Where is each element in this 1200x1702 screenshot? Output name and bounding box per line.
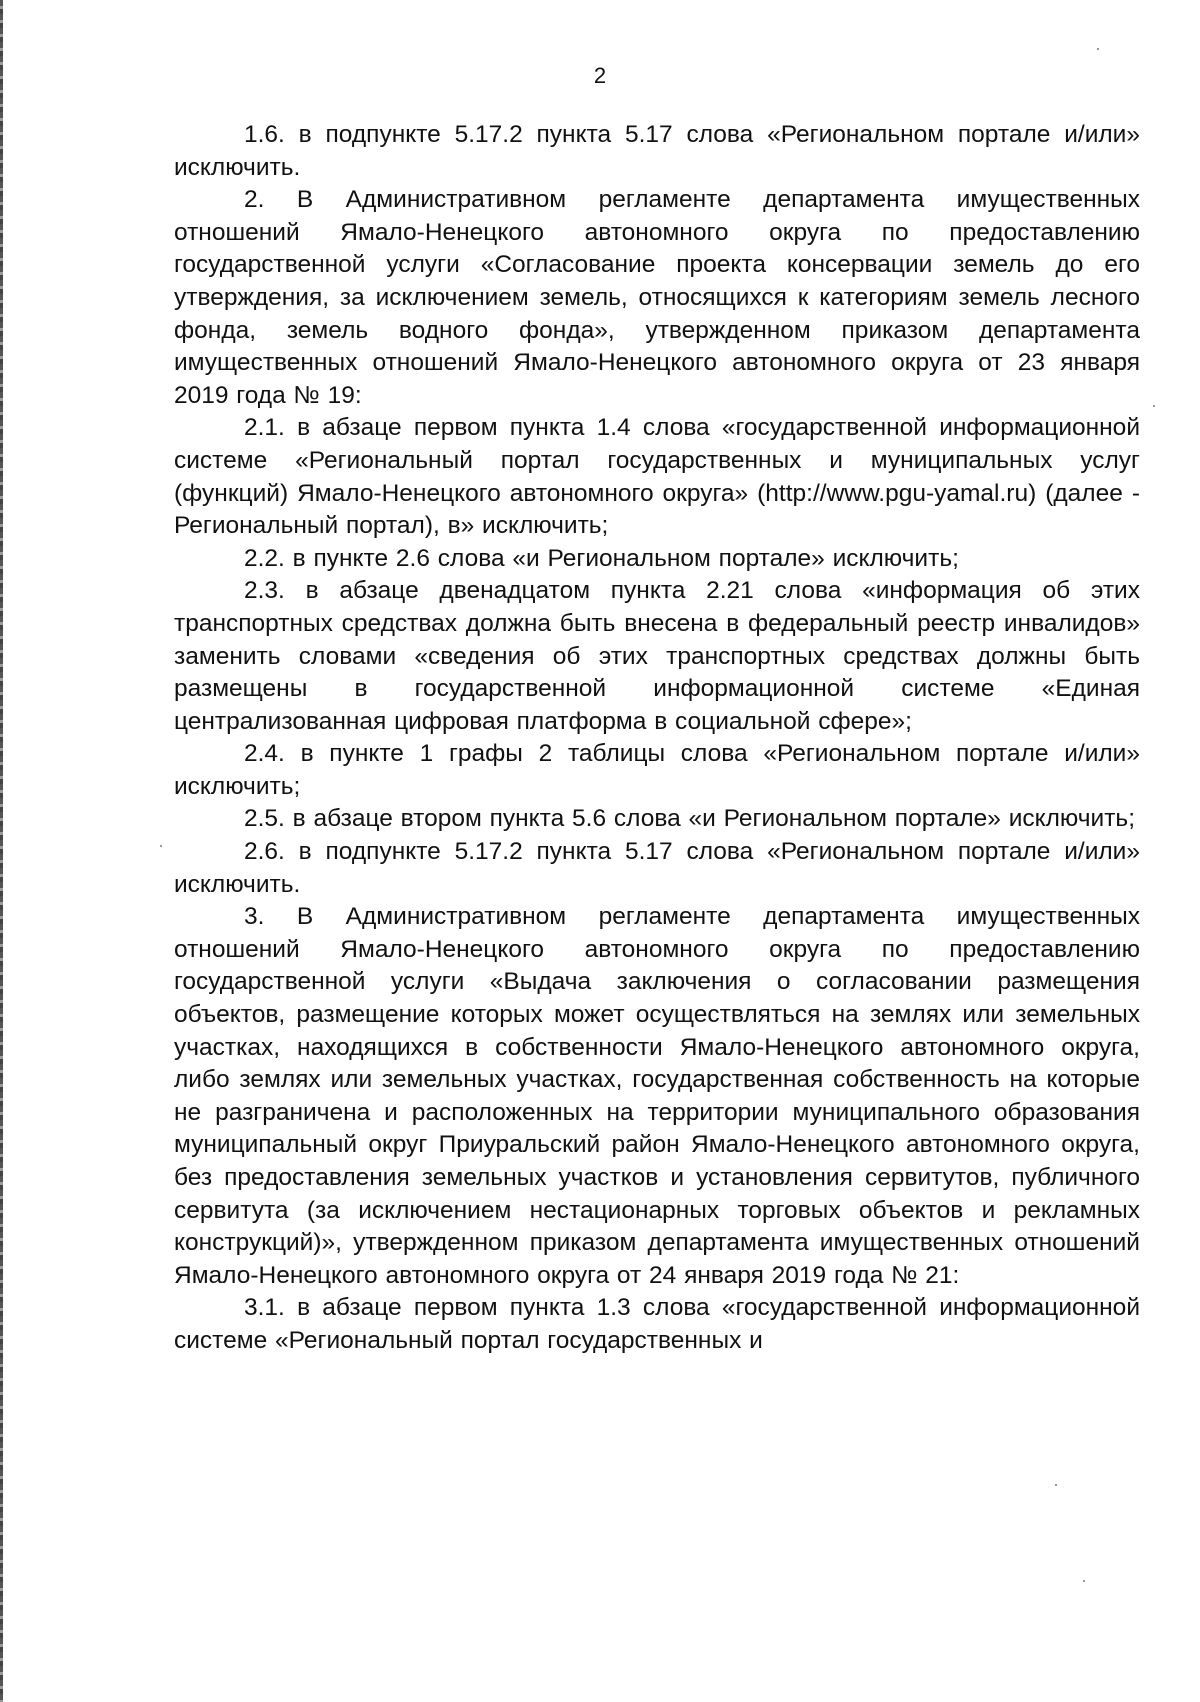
paragraph-2: 2. В Административном регламенте департамента имущественных отношений Ямало-Ненецкого автономного округа по предоставлению государственной услуги «Согласование проекта консервации земель до его утверждения, за исключением земель, относящихся к категориям земель лесного фонда, земель водного фонда», утвержденном приказом департамента имущественных отношений Ямало-Ненецкого автономного округа от 23 января 2019 года № 19: bbox=[174, 186, 1140, 409]
scan-speck bbox=[1097, 48, 1099, 50]
paragraph-3: 3. В Административном регламенте департамента имущественных отношений Ямало-Ненецкого автономного округа по предоставлению государственной услуги «Выдача заключения о согласовании размещения объектов, размещение которых может осуществляться на землях или земельных участках, находящихся в собственности Ямало-Ненецкого автономного округа, либо землях или земельных участках, государственная собственность на которые не разграничена и расположенных на территории муниципального образования муниципальный округ Приуральский район Ямало-Ненецкого автономного округа, без предоставления земельных участков и установления сервитутов, публичного сервитута (за исключением нестационарных торговых объектов и рекламных конструкций)», утвержденном приказом департамента имущественных отношений Ямало-Ненецкого автономного округа от 24 января 2019 года № 21: bbox=[174, 903, 1140, 1289]
scan-speck bbox=[1055, 1484, 1057, 1486]
paragraph-3-1: 3.1. в абзаце первом пункта 1.3 слова «государственной информационной системе «Региональный портал государственных и bbox=[174, 1294, 1140, 1354]
paragraph-1-6: 1.6. в подпункте 5.17.2 пункта 5.17 слова «Региональном портале и/или» исключить. bbox=[174, 121, 1140, 181]
scan-speck bbox=[160, 845, 162, 847]
paragraph-2-5: 2.5. в абзаце втором пункта 5.6 слова «и Региональном портале» исключить; bbox=[244, 805, 1136, 833]
paragraph-2-1: 2.1. в абзаце первом пункта 1.4 слова «государственной информационной системе «Региональный портал государственных и муниципальных услуг (функций) Ямало-Ненецкого автономного округа» (http://www.pgu-yamal.ru) (далее - Региональный портал), в» исключить; bbox=[174, 414, 1140, 540]
scan-edge bbox=[0, 0, 3, 1702]
paragraph-2-4: 2.4. в пункте 1 графы 2 таблицы слова «Региональном портале и/или» исключить; bbox=[174, 740, 1140, 800]
paragraph-2-6: 2.6. в подпункте 5.17.2 пункта 5.17 слова «Региональном портале и/или» исключить. bbox=[174, 838, 1140, 898]
scan-speck bbox=[1083, 1580, 1085, 1582]
paragraph-2-2: 2.2. в пункте 2.6 слова «и Региональном портале» исключить; bbox=[244, 544, 959, 572]
page-number: 2 bbox=[593, 63, 607, 88]
document-body bbox=[174, 119, 1140, 1358]
scan-speck bbox=[1153, 405, 1155, 407]
paragraph-2-3: 2.3. в абзаце двенадцатом пункта 2.21 слова «информация об этих транспортных средствах должна быть внесена в федеральный реестр инвалидов» заменить словами «сведения об этих транспортных средствах должны быть размещены в государственной информационной системе «Единая централизованная цифровая платформа в социальной сфере»; bbox=[174, 577, 1140, 735]
